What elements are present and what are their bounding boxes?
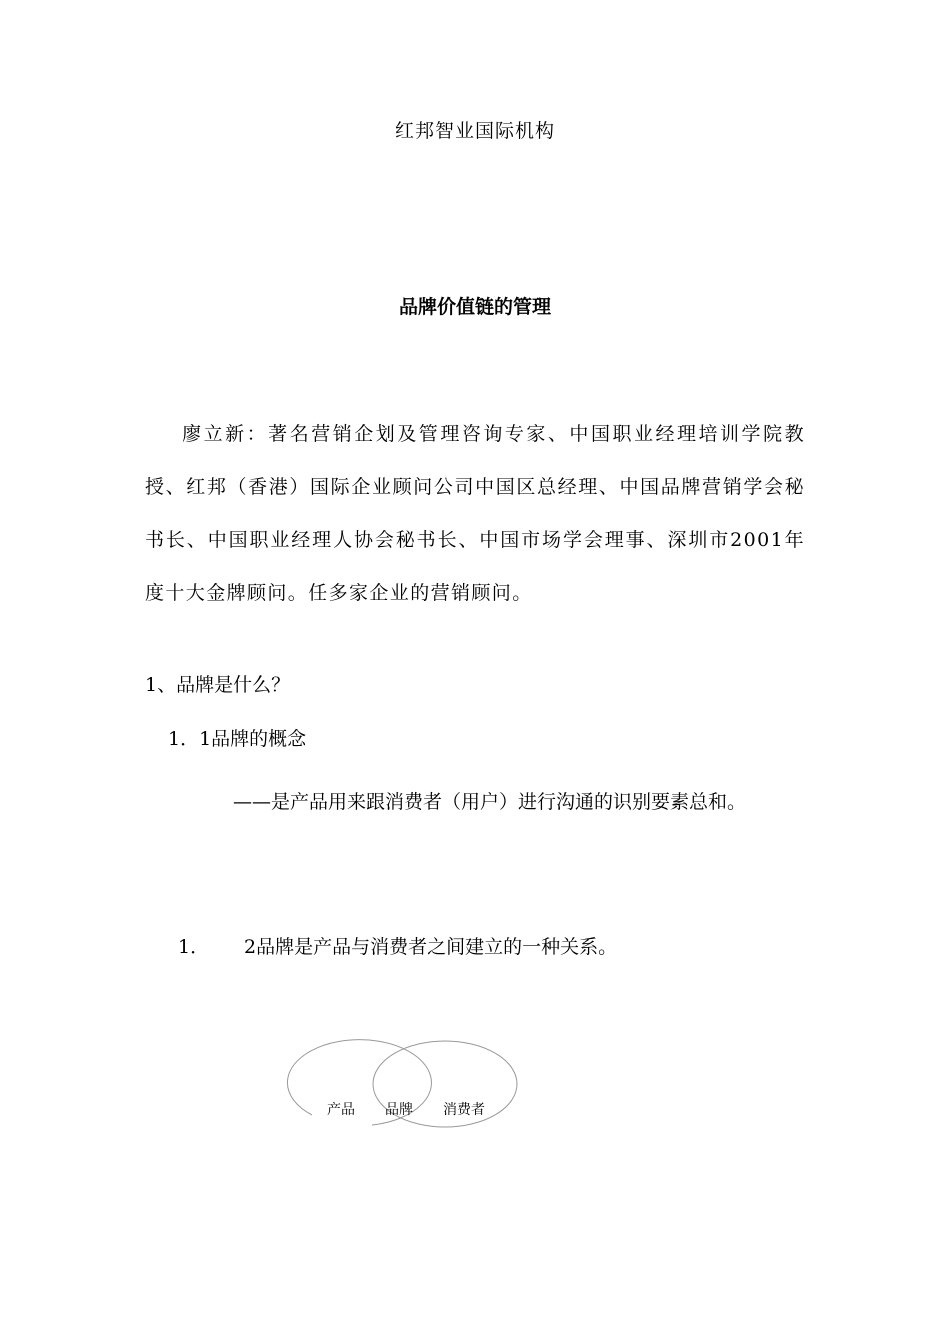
section-1-heading: 1、品牌是什么？ [145,674,291,696]
product-ellipse [287,1040,431,1125]
definition-text: ——是产品用来跟消费者（用户）进行沟通的识别要素总和。 [233,791,747,813]
organization-name: 红邦智业国际机构 [394,120,555,142]
document-title: 品牌价值链的管理 [398,296,551,318]
section-1-2-number: 1． [178,936,210,958]
author-bio-text: 廖立新：著名营销企划及管理咨询专家、中国职业经理培训学院教授、红邦（香港）国际企业顾问公司中国区总经理、中国品牌营销学会秘书长、中国职业经理人协会秘书长、中国市场学会理事、深圳市2001年度十大金牌顾问。任多家企业的营销顾问。 [145,423,805,604]
section-1-1-definition [145,776,807,829]
author-bio-paragraph [145,408,805,620]
section-1-2-text: 2品牌是产品与消费者之间建立的一种关系。 [244,936,618,958]
consumer-ellipse [373,1041,517,1127]
venn-label-brand: 品牌 [385,1102,413,1118]
venn-label-product: 产品 [327,1102,355,1118]
section-1-1-heading: 1．1品牌的概念 [168,728,307,750]
venn-label-consumer: 消费者 [443,1102,485,1118]
section-1-2-heading [178,932,617,959]
